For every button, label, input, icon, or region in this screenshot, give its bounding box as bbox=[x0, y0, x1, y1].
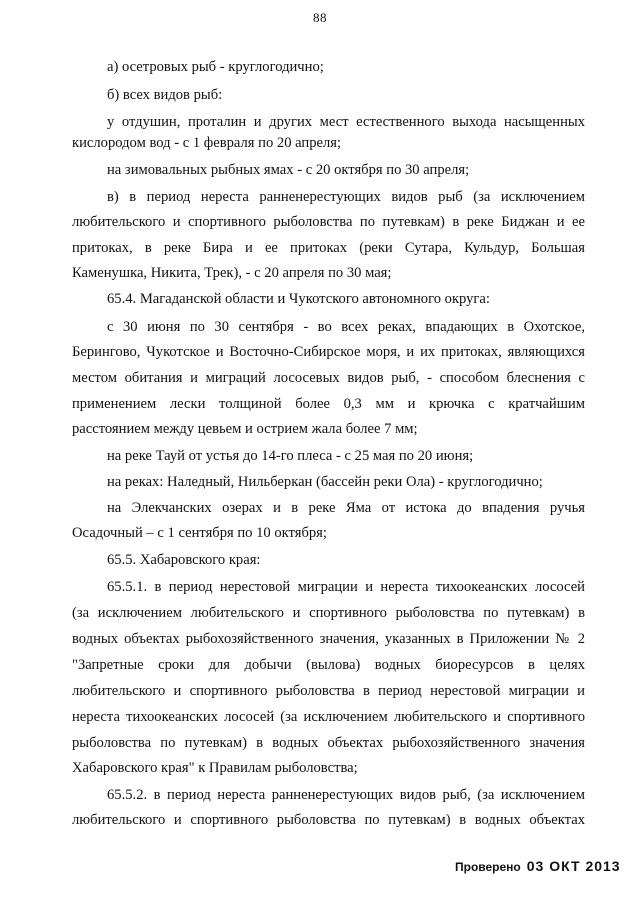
text-line: применением лески толщиной более 0,3 мм и крючка с кратчайшим bbox=[72, 396, 585, 412]
text-line: на реке Тауй от устья до 14-го плеса - с 25 мая по 20 июня; bbox=[107, 448, 474, 464]
text-line: местом обитания и миграций лососевых видов рыб, - способом блеснения с bbox=[72, 370, 585, 386]
text-line: на реках: Наледный, Нильберкан (бассейн реки Ола) - круглогодично; bbox=[107, 474, 543, 490]
text-line: у отдушин, проталин и других мест естественного выхода насыщенных bbox=[107, 114, 585, 130]
text-line: любительского и спортивного рыболовства по путевкам) в водных объектах bbox=[72, 812, 585, 828]
text-line: "Запретные сроки для добычи (вылова) водных биоресурсов в целях bbox=[72, 657, 585, 673]
stamp-label: Проверено bbox=[455, 860, 521, 874]
text-line: на зимовальных рыбных ямах - с 20 октября по 30 апреля; bbox=[107, 162, 470, 178]
text-line: Берингово, Чукотское и Восточно-Сибирское моря, и их притоках, являющихся bbox=[72, 344, 585, 360]
text-line: водных объектах рыбохозяйственного значения, указанных в Приложении № 2 bbox=[72, 631, 585, 647]
text-line: рыболовства по путевкам) в водных объектах рыбохозяйственного значения bbox=[72, 735, 585, 751]
text-line: в) в период нереста ранненерестующих видов рыб (за исключением bbox=[107, 189, 585, 205]
text-line: любительского и спортивного рыболовства по путевкам) в реке Биджан и ее bbox=[72, 214, 585, 230]
text-line: Осадочный – с 1 сентября по 10 октября; bbox=[72, 525, 327, 541]
text-line: притоках, в реке Бира и ее притоках (реки Сутара, Кульдур, Большая bbox=[72, 240, 585, 256]
text-line: 65.5.2. в период нереста ранненерестующих видов рыб, (за исключением bbox=[107, 787, 585, 803]
stamp-date: 03 ОКТ 2013 bbox=[526, 858, 621, 874]
text-line: 65.5.1. в период нерестовой миграции и нереста тихоокеанских лососей bbox=[107, 579, 585, 595]
text-line: б) всех видов рыб: bbox=[107, 87, 223, 103]
section-heading: 65.5. Хабаровского края: bbox=[107, 552, 261, 568]
text-line: расстоянием между цевьем и острием жала более 7 мм; bbox=[72, 421, 418, 437]
text-line: (за исключением любительского и спортивного рыболовства по путевкам) в bbox=[72, 605, 585, 621]
text-line: любительского и спортивного рыболовства в период нерестовой миграции и bbox=[72, 683, 585, 699]
section-heading: 65.4. Магаданской области и Чукотского автономного округа: bbox=[107, 291, 490, 307]
page-number: 88 bbox=[313, 10, 327, 25]
text-line: кислородом вод - с 1 февраля по 20 апреля; bbox=[72, 135, 342, 151]
verification-stamp bbox=[455, 858, 621, 874]
text-line: с 30 июня по 30 сентября - во всех реках, впадающих в Охотское, bbox=[107, 319, 585, 335]
text-line: а) осетровых рыб - круглогодично; bbox=[107, 59, 324, 75]
text-line: нереста тихоокеанских лососей (за исключением любительского и спортивного bbox=[72, 709, 585, 725]
text-line: Каменушка, Никита, Трек), - с 20 апреля по 30 мая; bbox=[72, 265, 392, 281]
text-line: Хабаровского края" к Правилам рыболовства; bbox=[72, 760, 358, 776]
text-line: на Элекчанских озерах и в реке Яма от истока до впадения ручья bbox=[107, 500, 585, 516]
